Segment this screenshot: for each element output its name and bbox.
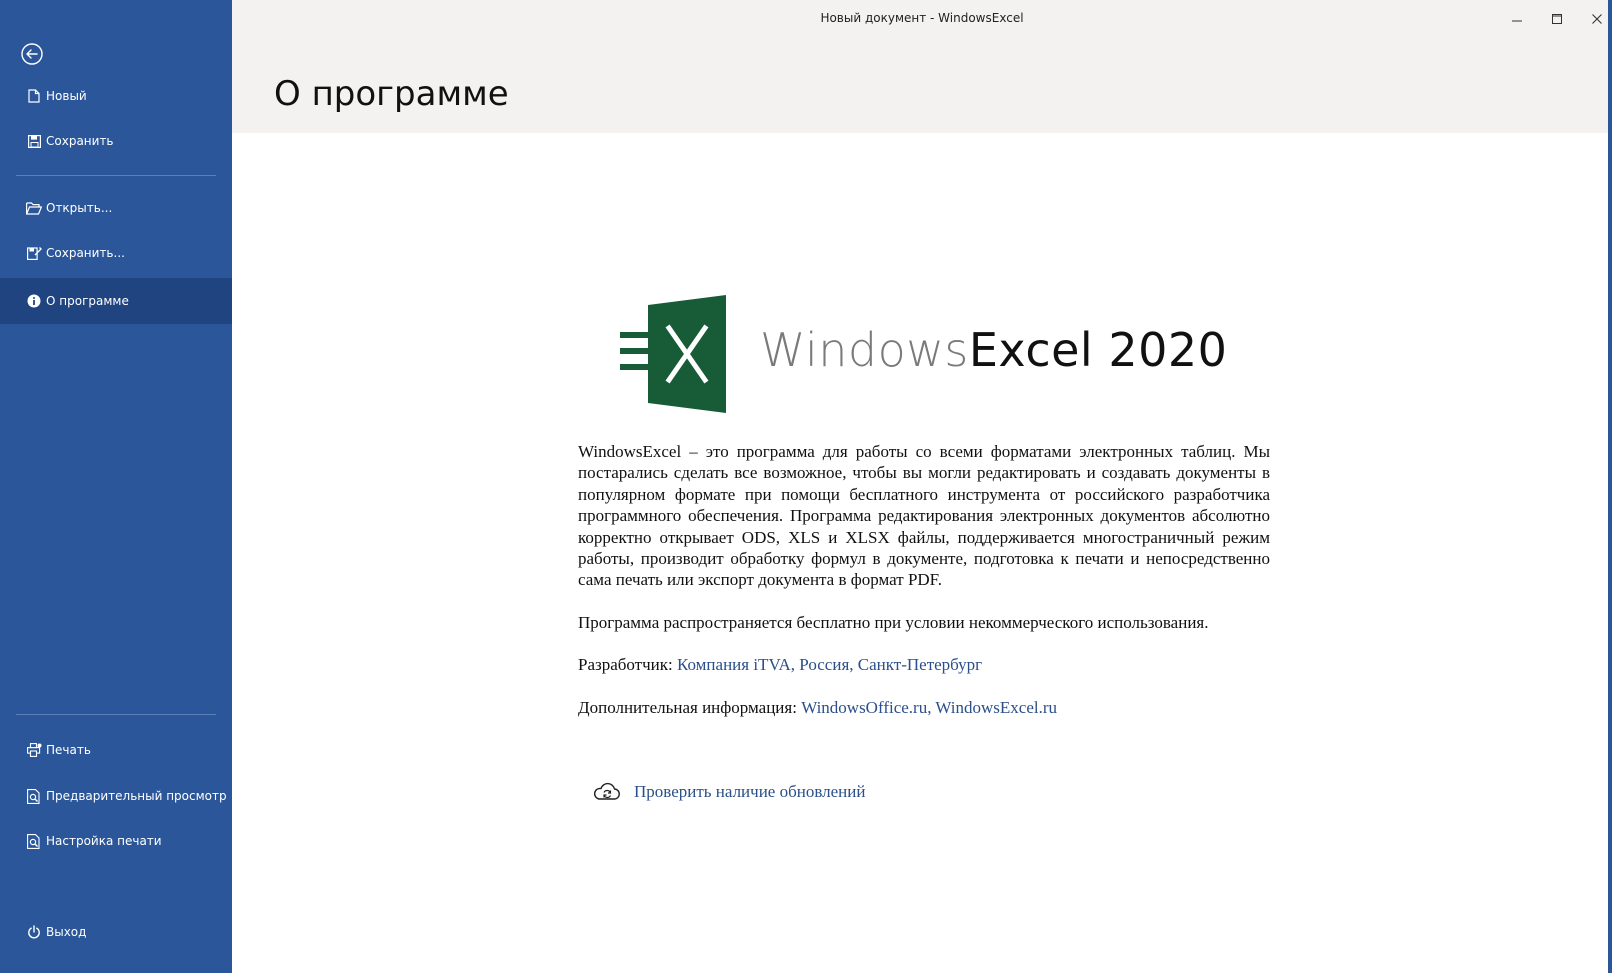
info-label: Дополнительная информация: xyxy=(578,697,797,717)
check-updates-label: Проверить наличие обновлений xyxy=(634,782,866,801)
sidebar-item-label: Выход xyxy=(46,925,87,939)
info-icon xyxy=(26,293,42,309)
about-text xyxy=(578,441,1270,718)
save-as-icon xyxy=(26,245,42,261)
sidebar-item-print-settings[interactable] xyxy=(0,818,232,864)
sidebar-item-label: Настройка печати xyxy=(46,834,162,848)
info-line xyxy=(578,697,1270,718)
window-border xyxy=(1608,0,1612,973)
license-line: Программа распространяется бесплатно при условии некоммерческого использования. xyxy=(578,612,1209,632)
product-name xyxy=(760,323,1227,377)
product-logo xyxy=(620,295,1260,413)
sidebar-divider xyxy=(16,175,216,176)
windowsoffice-link[interactable]: WindowsOffice.ru, xyxy=(801,697,932,717)
windowsexcel-link[interactable]: WindowsExcel.ru xyxy=(935,697,1057,717)
back-arrow-icon[interactable] xyxy=(20,42,44,66)
print-settings-icon xyxy=(26,833,42,849)
window-title: Новый документ - WindowsExcel xyxy=(820,11,1024,25)
check-updates-button[interactable] xyxy=(592,780,865,804)
minimize-icon xyxy=(1511,13,1523,25)
minimize-button[interactable] xyxy=(1502,8,1532,30)
open-folder-icon xyxy=(26,200,42,216)
sidebar-item-exit[interactable] xyxy=(0,909,232,955)
page-header xyxy=(232,36,1612,133)
sidebar-item-label: Открыть... xyxy=(46,201,113,215)
cloud-sync-icon xyxy=(592,780,622,804)
title-bar xyxy=(232,0,1612,36)
developer-label: Разработчик: xyxy=(578,655,673,675)
sidebar-item-label: Предварительный просмотр xyxy=(46,789,227,803)
print-icon xyxy=(26,742,42,758)
sidebar-item-label: Сохранить... xyxy=(46,246,125,260)
close-icon xyxy=(1591,13,1603,25)
sidebar-item-new[interactable] xyxy=(0,73,232,119)
developer-line xyxy=(578,654,1270,675)
sidebar-item-save-as[interactable] xyxy=(0,230,232,276)
backstage-sidebar xyxy=(0,0,232,973)
sidebar-divider xyxy=(16,714,216,715)
maximize-icon xyxy=(1551,13,1563,25)
product-name-light: Windows xyxy=(760,323,969,377)
sidebar-item-save[interactable] xyxy=(0,118,232,164)
sidebar-item-label: Сохранить xyxy=(46,134,114,148)
print-preview-icon xyxy=(26,788,42,804)
power-icon xyxy=(26,924,42,940)
new-document-icon xyxy=(26,88,42,104)
sidebar-item-label: Печать xyxy=(46,743,91,757)
sidebar-item-label: Новый xyxy=(46,89,87,103)
developer-link[interactable]: Компания iTVA, Россия, Санкт-Петербург xyxy=(677,655,983,675)
maximize-button[interactable] xyxy=(1542,8,1572,30)
excel-logo-icon xyxy=(620,295,730,413)
sidebar-item-about[interactable] xyxy=(0,278,232,324)
sidebar-item-print-preview[interactable] xyxy=(0,773,232,819)
sidebar-item-print[interactable] xyxy=(0,727,232,773)
page-title: О программе xyxy=(274,74,509,114)
description-paragraph: WindowsExcel – это программа для работы со всеми форматами электронных таблиц. Мы постарались сделать все возможное, чтобы вы могли редактировать и создавать документы в популярном формате при помощи бесплатного инструмента от российского разработчика программного обеспечения. Программа редактирования электронных документов абсолютно корректно открывает ODS, XLS и XLSX файлы, поддерживается многостраничный режим работы, производит обработку формул в документе, подготовка к печати и непосредственно сама печать или экспорт документа в формат PDF. xyxy=(578,442,1270,590)
sidebar-item-label: О программе xyxy=(46,294,129,308)
sidebar-item-open[interactable] xyxy=(0,185,232,231)
product-name-dark: Excel 2020 xyxy=(968,323,1228,377)
save-icon xyxy=(26,133,42,149)
